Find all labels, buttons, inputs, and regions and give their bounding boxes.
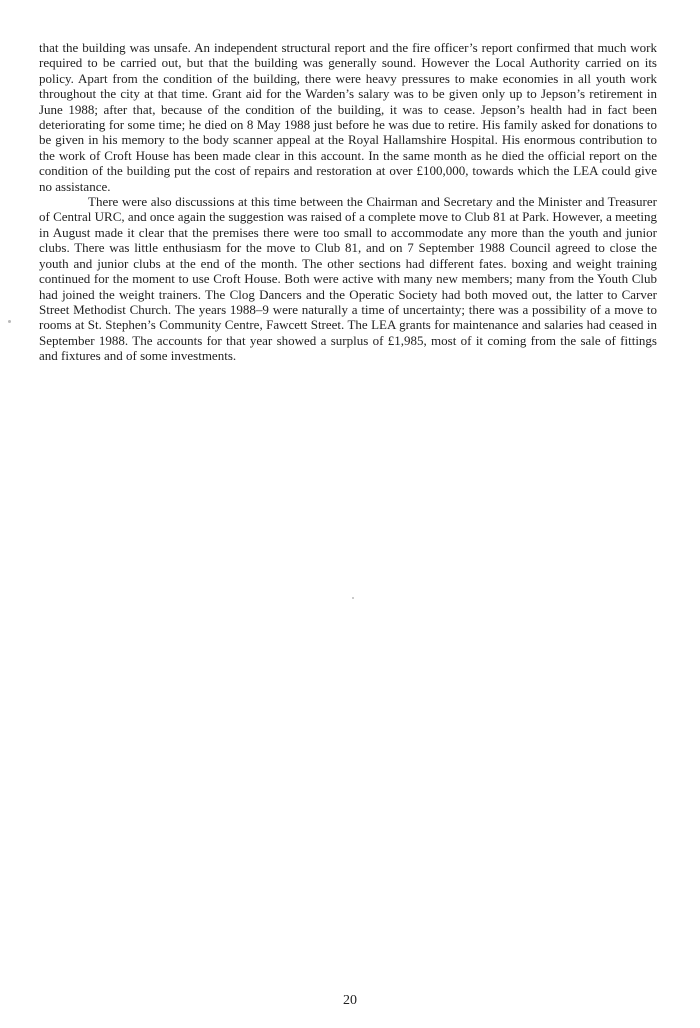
scan-speck [352,597,354,599]
body-text [39,40,657,364]
page-number: 20 [343,993,357,1008]
paragraph: There were also discussions at this time between the Chairman and Secretary and the Minister and Treasurer of Central URC, and once again the suggestion was raised of a complete move to Club 81 at Park. However, a meeting in August made it clear that the premises there were too small to accommodate any more than the youth and junior clubs. There was little enthusiasm for the move to Club 81, and on 7 September 1988 Council agreed to close the youth and junior clubs at the end of the month. The other sections had different fates. boxing and weight training continued for the moment to use Croft House. Both were active with many new members; many from the Youth Club had joined the weight trainers. The Clog Dancers and the Operatic Society had both moved out, the latter to Carver Street Methodist Church. The years 1988–9 were naturally a time of uncertainty; there was a possibility of a move to rooms at St. Stephen’s Community Centre, Fawcett Street. The LEA grants for maintenance and salaries had ceased in September 1988. The accounts for that year showed a surplus of £1,985, most of it coming from the sale of fittings and fixtures and of some investments. [39,194,657,364]
scan-speck [8,320,11,323]
paragraph-continued: that the building was unsafe. An independent structural report and the fire officer’s report confirmed that much work required to be carried out, but that the building was generally sound. However the Local Authority carried on its policy. Apart from the condition of the building, there were heavy pressures to make economies in all youth work throughout the city at that time. Grant aid for the Warden’s salary was to be given only up to Jepson’s retirement in June 1988; after that, because of the condition of the building, it was to cease. Jepson’s health had in fact been deteriorating for some time; he died on 8 May 1988 just before he was due to retire. His family asked for donations to be given in his memory to the body scanner appeal at the Royal Hallamshire Hospital. His enormous contribution to the work of Croft House has been made clear in this account. In the same month as he died the official report on the condition of the building put the cost of repairs and restoration at over £100,000, towards which the LEA could give no assistance. [39,40,657,194]
